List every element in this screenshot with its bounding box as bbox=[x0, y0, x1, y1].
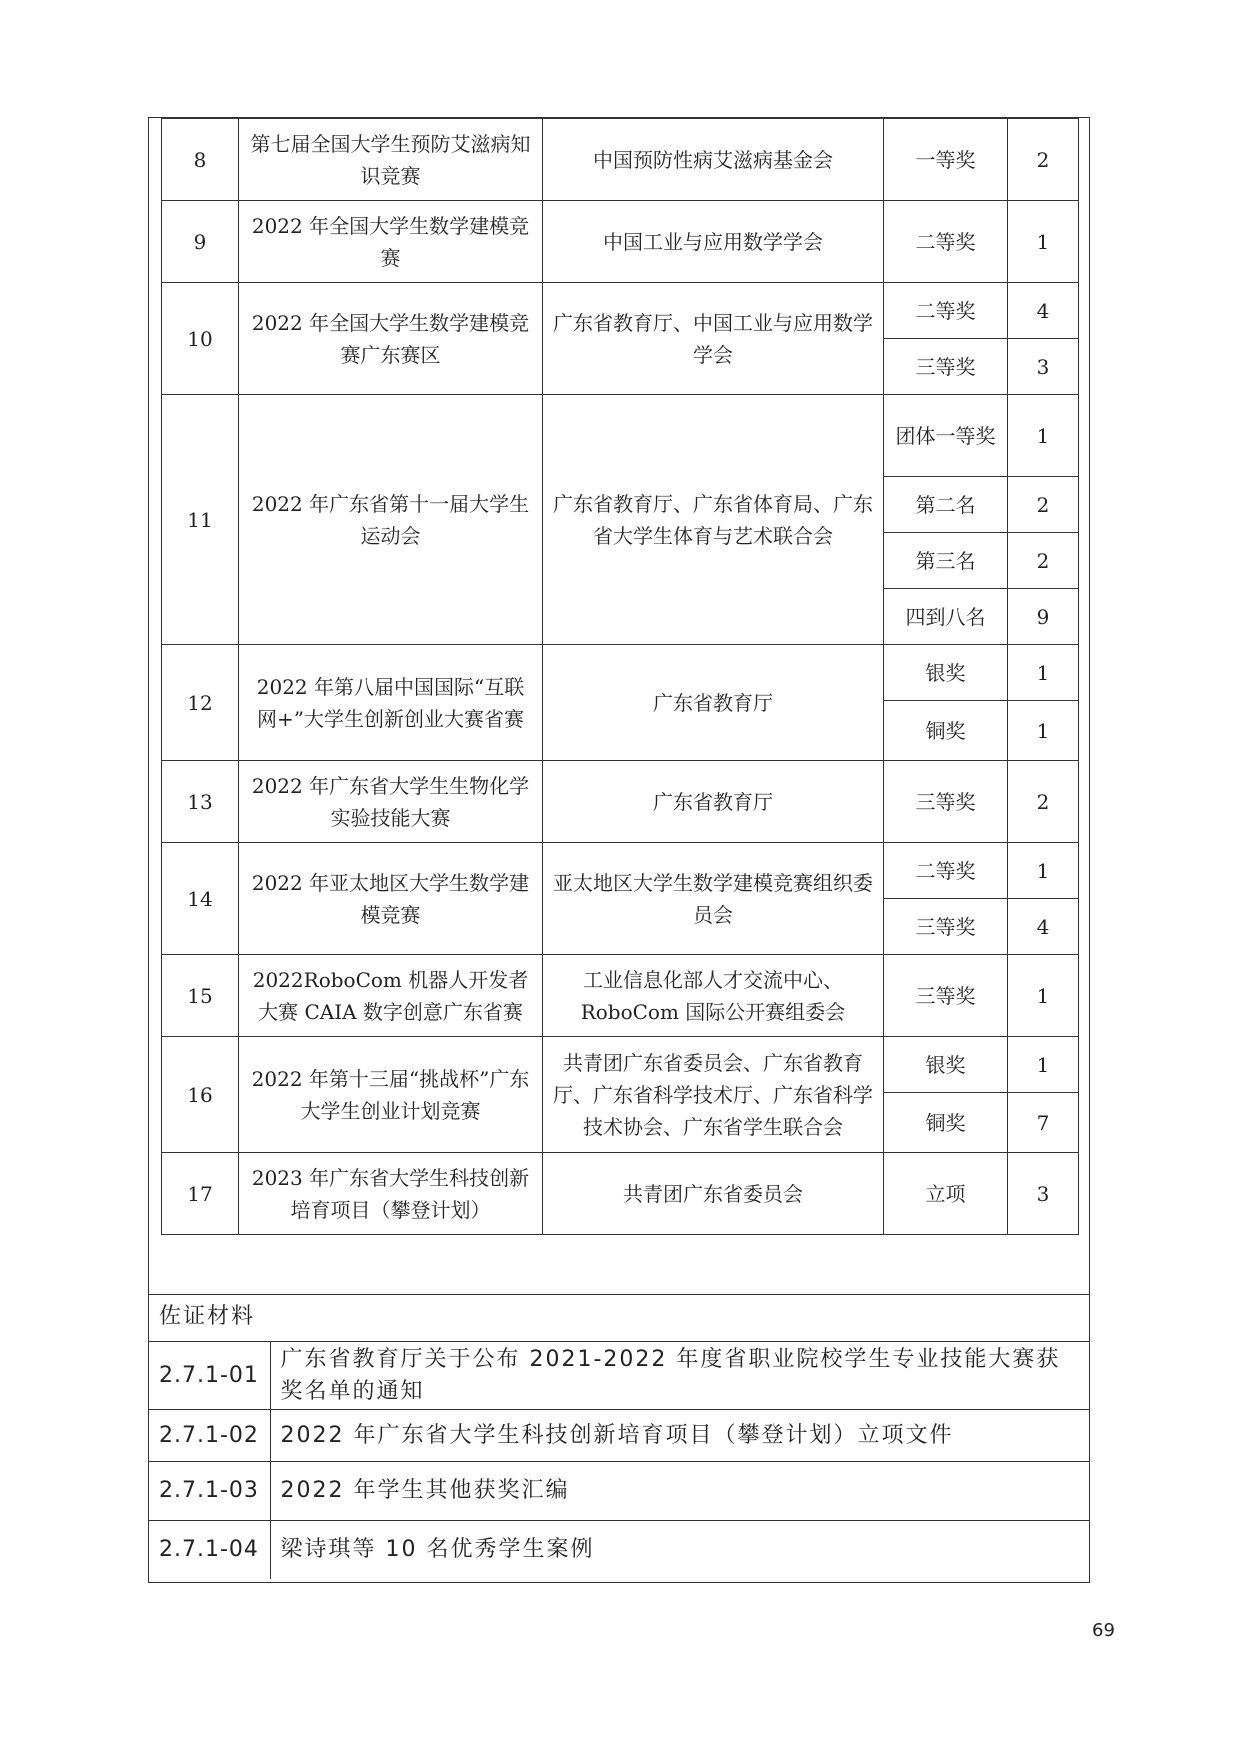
evidence-table bbox=[149, 1341, 1089, 1579]
page-number: 69 bbox=[1092, 1620, 1115, 1641]
evidence-code: 2.7.1-03 bbox=[149, 1462, 270, 1521]
award-count-cell: 2 bbox=[1008, 761, 1079, 843]
award-level-cell: 三等奖 bbox=[884, 899, 1008, 955]
award-level-cell: 三等奖 bbox=[884, 955, 1008, 1037]
award-number-cell: 8 bbox=[162, 119, 239, 201]
table-row bbox=[162, 955, 1079, 1037]
table-row bbox=[162, 201, 1079, 283]
award-level-cell: 第二名 bbox=[884, 477, 1008, 533]
table-row bbox=[162, 119, 1079, 201]
evidence-text: 2022 年广东省大学生科技创新培育项目（攀登计划）立项文件 bbox=[270, 1410, 1089, 1462]
award-count-cell: 1 bbox=[1008, 843, 1079, 899]
award-count-cell: 4 bbox=[1008, 283, 1079, 339]
award-level-cell: 一等奖 bbox=[884, 119, 1008, 201]
organizer-cell: 中国工业与应用数学学会 bbox=[543, 201, 884, 283]
award-level-cell: 银奖 bbox=[884, 645, 1008, 701]
organizer-cell: 中国预防性病艾滋病基金会 bbox=[543, 119, 884, 201]
award-level-cell: 二等奖 bbox=[884, 283, 1008, 339]
award-count-cell: 3 bbox=[1008, 1153, 1079, 1235]
table-row bbox=[162, 843, 1079, 899]
competition-name-cell: 2022 年第十三届“挑战杯”广东大学生创业计划竞赛 bbox=[239, 1037, 543, 1153]
award-number-cell: 15 bbox=[162, 955, 239, 1037]
award-count-cell: 1 bbox=[1008, 201, 1079, 283]
award-level-cell: 二等奖 bbox=[884, 843, 1008, 899]
award-count-cell: 1 bbox=[1008, 395, 1079, 477]
award-count-cell: 4 bbox=[1008, 899, 1079, 955]
award-count-cell: 2 bbox=[1008, 533, 1079, 589]
award-count-cell: 3 bbox=[1008, 339, 1079, 395]
award-count-cell: 2 bbox=[1008, 119, 1079, 201]
competition-name-cell: 2022 年亚太地区大学生数学建模竞赛 bbox=[239, 843, 543, 955]
award-number-cell: 10 bbox=[162, 283, 239, 395]
award-level-cell: 三等奖 bbox=[884, 339, 1008, 395]
award-level-cell: 第三名 bbox=[884, 533, 1008, 589]
award-level-cell: 团体一等奖 bbox=[884, 395, 1008, 477]
award-number-cell: 13 bbox=[162, 761, 239, 843]
evidence-code: 2.7.1-01 bbox=[149, 1342, 270, 1410]
award-count-cell: 2 bbox=[1008, 477, 1079, 533]
award-number-cell: 14 bbox=[162, 843, 239, 955]
evidence-row bbox=[149, 1462, 1089, 1521]
organizer-cell: 广东省教育厅、广东省体育局、广东省大学生体育与艺术联合会 bbox=[543, 395, 884, 645]
competition-name-cell: 第七届全国大学生预防艾滋病知识竞赛 bbox=[239, 119, 543, 201]
award-number-cell: 11 bbox=[162, 395, 239, 645]
evidence-header: 佐证材料 bbox=[149, 1294, 1089, 1342]
competition-name-cell: 2022 年第八届中国国际“互联网+”大学生创新创业大赛省赛 bbox=[239, 645, 543, 761]
table-row bbox=[162, 1037, 1079, 1093]
award-count-cell: 7 bbox=[1008, 1093, 1079, 1153]
competition-name-cell: 2023 年广东省大学生科技创新培育项目（攀登计划） bbox=[239, 1153, 543, 1235]
table-row bbox=[162, 395, 1079, 477]
evidence-row bbox=[149, 1410, 1089, 1462]
competition-name-cell: 2022 年广东省大学生生物化学实验技能大赛 bbox=[239, 761, 543, 843]
organizer-cell: 广东省教育厅 bbox=[543, 761, 884, 843]
table-row bbox=[162, 283, 1079, 339]
evidence-code: 2.7.1-02 bbox=[149, 1410, 270, 1462]
evidence-text: 广东省教育厅关于公布 2021-2022 年度省职业院校学生专业技能大赛获奖名单的通知 bbox=[270, 1342, 1089, 1410]
table-row bbox=[162, 645, 1079, 701]
evidence-code: 2.7.1-04 bbox=[149, 1521, 270, 1579]
award-count-cell: 9 bbox=[1008, 589, 1079, 645]
award-number-cell: 12 bbox=[162, 645, 239, 761]
competition-name-cell: 2022 年广东省第十一届大学生运动会 bbox=[239, 395, 543, 645]
award-level-cell: 三等奖 bbox=[884, 761, 1008, 843]
award-level-cell: 铜奖 bbox=[884, 1093, 1008, 1153]
organizer-cell: 共青团广东省委员会、广东省教育厅、广东省科学技术厅、广东省科学技术协会、广东省学生联合会 bbox=[543, 1037, 884, 1153]
organizer-cell: 亚太地区大学生数学建模竞赛组织委员会 bbox=[543, 843, 884, 955]
award-number-cell: 17 bbox=[162, 1153, 239, 1235]
awards-table bbox=[161, 118, 1079, 1235]
organizer-cell: 广东省教育厅、中国工业与应用数学学会 bbox=[543, 283, 884, 395]
organizer-cell: 广东省教育厅 bbox=[543, 645, 884, 761]
award-number-cell: 16 bbox=[162, 1037, 239, 1153]
competition-name-cell: 2022 年全国大学生数学建模竞赛 bbox=[239, 201, 543, 283]
award-count-cell: 1 bbox=[1008, 645, 1079, 701]
award-level-cell: 立项 bbox=[884, 1153, 1008, 1235]
award-level-cell: 铜奖 bbox=[884, 701, 1008, 761]
table-row bbox=[162, 761, 1079, 843]
awards-section bbox=[149, 118, 1089, 1294]
competition-name-cell: 2022 年全国大学生数学建模竞赛广东赛区 bbox=[239, 283, 543, 395]
organizer-cell: 工业信息化部人才交流中心、RoboCom 国际公开赛组委会 bbox=[543, 955, 884, 1037]
award-count-cell: 1 bbox=[1008, 955, 1079, 1037]
award-number-cell: 9 bbox=[162, 201, 239, 283]
award-count-cell: 1 bbox=[1008, 1037, 1079, 1093]
award-level-cell: 二等奖 bbox=[884, 201, 1008, 283]
evidence-row bbox=[149, 1342, 1089, 1410]
competition-name-cell: 2022RoboCom 机器人开发者大赛 CAIA 数字创意广东省赛 bbox=[239, 955, 543, 1037]
organizer-cell: 共青团广东省委员会 bbox=[543, 1153, 884, 1235]
award-level-cell: 银奖 bbox=[884, 1037, 1008, 1093]
table-row bbox=[162, 1153, 1079, 1235]
evidence-text: 梁诗琪等 10 名优秀学生案例 bbox=[270, 1521, 1089, 1579]
award-count-cell: 1 bbox=[1008, 701, 1079, 761]
document-frame bbox=[148, 117, 1090, 1583]
award-level-cell: 四到八名 bbox=[884, 589, 1008, 645]
evidence-row bbox=[149, 1521, 1089, 1579]
evidence-text: 2022 年学生其他获奖汇编 bbox=[270, 1462, 1089, 1521]
